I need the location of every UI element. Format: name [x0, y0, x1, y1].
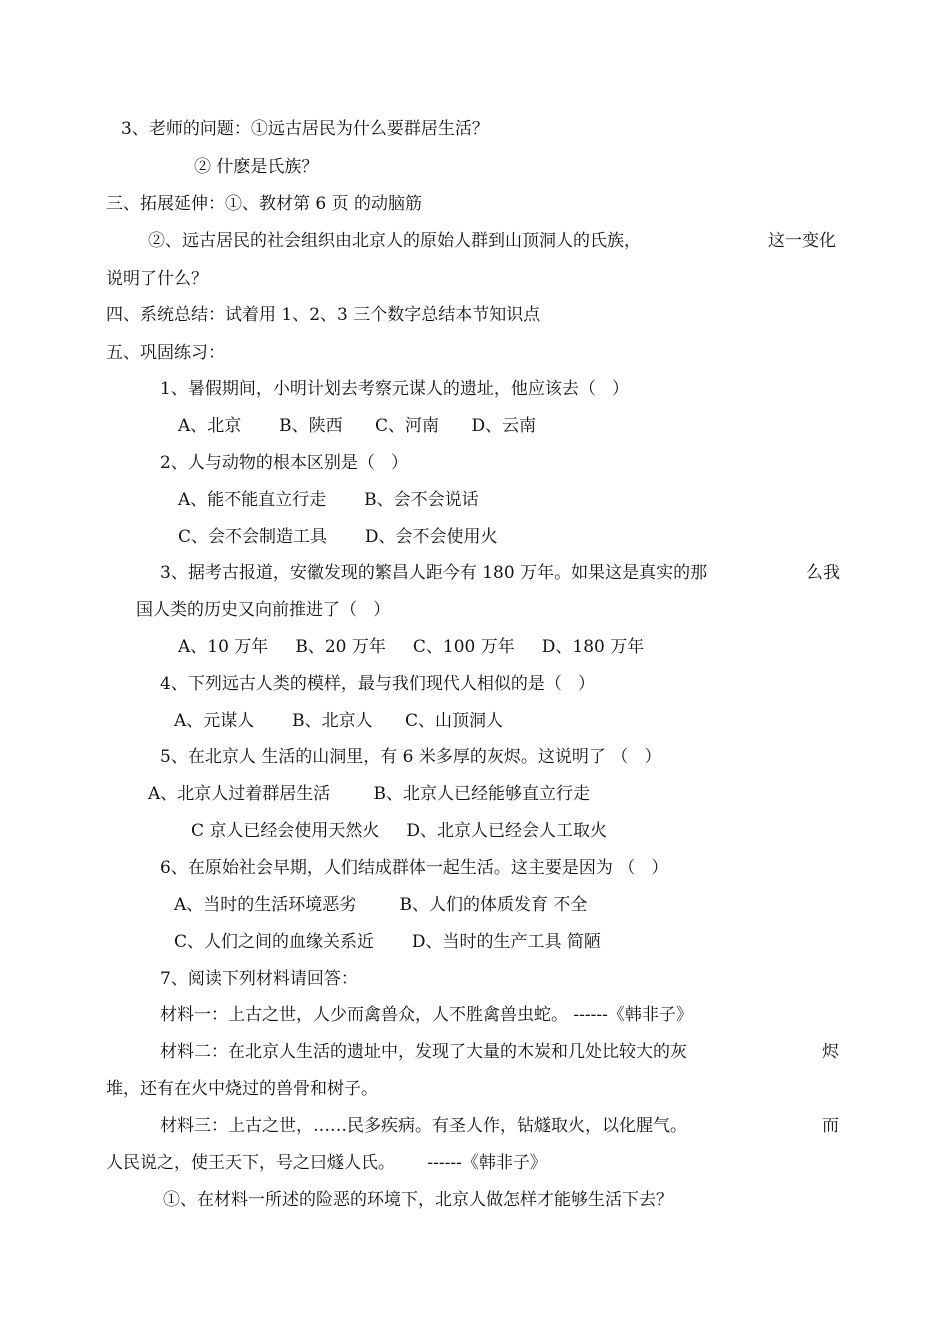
material-3-cont: 人民说之，使王天下，号之曰燧人氏。 ------《韩非子》	[106, 1153, 547, 1173]
question-3-line-1: 3、老师的问题：①远古居民为什么要群居生活？	[121, 119, 489, 139]
exercise-2: 2、人与动物的根本区别是（ ）	[160, 453, 409, 473]
section-3-question-2-tail: 这一变化	[768, 231, 836, 251]
material-1: 材料一：上古之世，人少而禽兽众，人不胜禽兽虫蛇。 ------《韩非子》	[160, 1005, 693, 1025]
exercise-7: 7、阅读下列材料请回答：	[160, 969, 358, 989]
exercise-3-options: A、10 万年 B、20 万年 C、100 万年 D、180 万年	[178, 637, 645, 657]
exercise-4: 4、下列远古人类的模样，最与我们现代人相似的是（ ）	[160, 674, 596, 694]
section-3-question-2-cont: 说明了什么？	[106, 269, 208, 289]
sub-question-1: ①、在材料一所述的险恶的环境下，北京人做怎样才能够生活下去？	[163, 1190, 673, 1210]
section-5-heading: 五、巩固练习：	[106, 343, 225, 363]
material-3: 材料三：上古之世，……民多疾病。有圣人作，钻燧取火，以化腥气。	[160, 1116, 687, 1136]
exercise-5-options-ab: A、北京人过着群居生活 B、北京人已经能够直立行走	[148, 784, 590, 804]
exercise-4-options: A、元谋人 B、北京人 C、山顶洞人	[174, 711, 504, 731]
exercise-3: 3、据考古报道，安徽发现的繁昌人距今有 180 万年。如果这是真实的那	[160, 563, 708, 583]
material-3-tail: 而	[822, 1116, 839, 1136]
exercise-1-options: A、北京 B、陕西 C、河南 D、云南	[178, 416, 537, 436]
exercise-1: 1、暑假期间，小明计划去考察元谋人的遗址，他应该去（ ）	[160, 379, 630, 399]
exercise-3-cont: 国人类的历史又向前推进了（ ）	[136, 600, 391, 620]
exercise-5: 5、在北京人 生活的山洞里，有 6 米多厚的灰烬。这说明了 （ ）	[160, 747, 662, 767]
section-3-heading: 三、拓展延伸：①、教材第 6 页 的动脑筋	[106, 194, 423, 214]
exercise-2-options-cd: C、会不会制造工具 D、会不会使用火	[178, 527, 498, 547]
section-3-question-2: ②、远古居民的社会组织由北京人的原始人群到山顶洞人的氏族，	[148, 231, 641, 251]
section-4-heading: 四、系统总结：试着用 1、2、3 三个数字总结本节知识点	[106, 305, 541, 325]
exercise-6-options-cd: C、人们之间的血缘关系近 D、当时的生产工具 简陋	[174, 932, 601, 952]
exercise-6: 6、在原始社会早期，人们结成群体一起生活。这主要是因为 （ ）	[160, 858, 669, 878]
exercise-2-options-ab: A、能不能直立行走 B、会不会说话	[178, 490, 479, 510]
material-2-cont: 堆，还有在火中烧过的兽骨和树子。	[106, 1079, 378, 1099]
material-2-tail: 烬	[822, 1042, 839, 1062]
exercise-6-options-ab: A、当时的生活环境恶劣 B、人们的体质发育 不全	[174, 895, 588, 915]
exercise-5-options-cd: C 京人已经会使用天然火 D、北京人已经会人工取火	[191, 821, 608, 841]
material-2: 材料二：在北京人生活的遗址中，发现了大量的木炭和几处比较大的灰	[160, 1042, 687, 1062]
exercise-3-tail: 么我	[806, 563, 840, 583]
question-3-line-2: ② 什麽是氏族？	[194, 157, 319, 177]
